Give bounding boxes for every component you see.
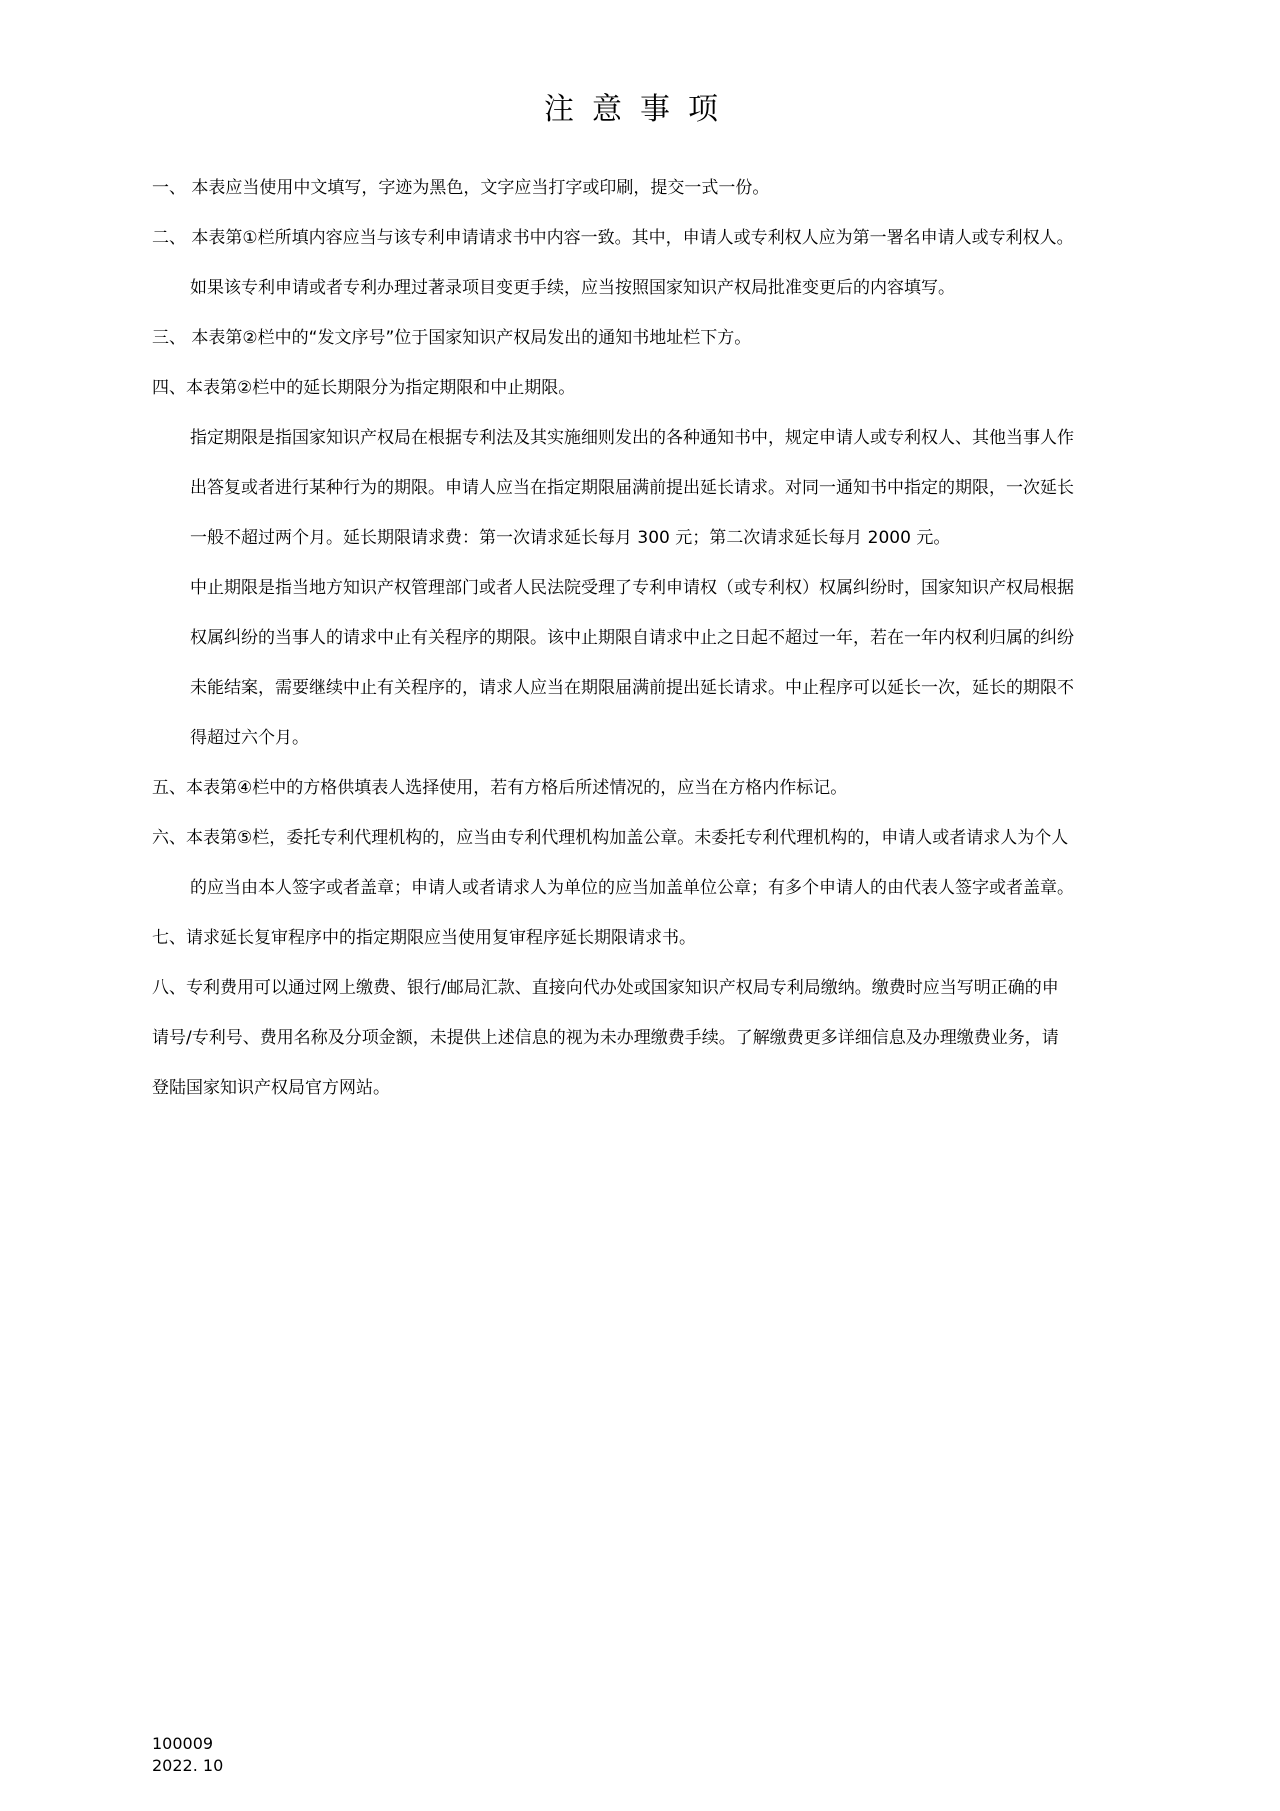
notice-item-2 <box>152 213 1192 263</box>
item-text: 登陆国家知识产权局官方网站。 <box>152 1078 390 1098</box>
item-text: 权属纠纷的当事人的请求中止有关程序的期限。该中止期限自请求中止之日起不超过一年，若在一年内权利归属的纠纷 <box>190 628 1074 648</box>
item-text: 一般不超过两个月。延长期限请求费：第一次请求延长每月 300 元；第二次请求延长每月 2000 元。 <box>190 528 951 548</box>
page-title: 注意事项 <box>544 92 736 127</box>
notice-item-8 <box>152 963 1192 1013</box>
notice-item-4 <box>152 363 1192 413</box>
notice-item-1 <box>152 163 1192 213</box>
item-text: 指定期限是指国家知识产权局在根据专利法及其实施细则发出的各种通知书中，规定申请人或专利权人、其他当事人作 <box>190 428 1074 448</box>
item-number: 五、 <box>152 778 186 798</box>
notice-item-5 <box>152 763 1192 813</box>
notice-item-6 <box>152 813 1192 863</box>
item-text: 出答复或者进行某种行为的期限。申请人应当在指定期限届满前提出延长请求。对同一通知书中指定的期限，一次延长 <box>190 478 1074 498</box>
item-text: 本表第②栏中的“发文序号”位于国家知识产权局发出的通知书地址栏下方。 <box>186 328 752 348</box>
item-text: 请求延长复审程序中的指定期限应当使用复审程序延长期限请求书。 <box>186 928 696 948</box>
item-text: 中止期限是指当地方知识产权管理部门或者人民法院受理了专利申请权（或专利权）权属纠纷时，国家知识产权局根据 <box>190 578 1074 598</box>
item-text: 本表第⑤栏，委托专利代理机构的，应当由专利代理机构加盖公章。未委托专利代理机构的，申请人或者请求人为个人 <box>186 828 1069 848</box>
item-text: 得超过六个月。 <box>190 728 309 748</box>
item-number: 六、 <box>152 828 186 848</box>
notice-item-4-line <box>152 463 1192 513</box>
notice-item-4-line <box>152 663 1192 713</box>
notice-content <box>152 163 1192 1113</box>
footer <box>152 1733 223 1777</box>
form-code: 100009 <box>152 1734 214 1753</box>
item-text: 本表第④栏中的方格供填表人选择使用，若有方格后所述情况的，应当在方格内作标记。 <box>186 778 848 798</box>
item-number: 四、 <box>152 378 186 398</box>
notice-item-4-line <box>152 513 1192 563</box>
item-text: 本表第②栏中的延长期限分为指定期限和中止期限。 <box>186 378 576 398</box>
item-text: 请号/专利号、费用名称及分项金额，未提供上述信息的视为未办理缴费手续。了解缴费更多详细信息及办理缴费业务，请 <box>152 1028 1059 1048</box>
item-text: 本表应当使用中文填写，字迹为黑色，文字应当打字或印刷，提交一式一份。 <box>186 178 770 198</box>
notice-item-4-line <box>152 613 1192 663</box>
notice-item-8-continuation <box>152 1013 1192 1063</box>
item-number: 一、 <box>152 178 186 198</box>
notice-item-4-line <box>152 563 1192 613</box>
item-text: 如果该专利申请或者专利办理过著录项目变更手续，应当按照国家知识产权局批准变更后的内容填写。 <box>190 278 955 298</box>
item-text: 专利费用可以通过网上缴费、银行/邮局汇款、直接向代办处或国家知识产权局专利局缴纳。缴费时应当写明正确的申 <box>186 978 1059 998</box>
item-text: 未能结案，需要继续中止有关程序的，请求人应当在期限届满前提出延长请求。中止程序可以延长一次，延长的期限不 <box>190 678 1074 698</box>
item-text: 的应当由本人签字或者盖章；申请人或者请求人为单位的应当加盖单位公章；有多个申请人的由代表人签字或者盖章。 <box>190 878 1074 898</box>
notice-item-2-continuation <box>152 263 1192 313</box>
item-number: 二、 <box>152 228 186 248</box>
notice-item-4-line <box>152 413 1192 463</box>
notice-item-4-line <box>152 713 1192 763</box>
notice-item-6-continuation <box>152 863 1192 913</box>
item-text: 本表第①栏所填内容应当与该专利申请请求书中内容一致。其中，申请人或专利权人应为第一署名申请人或专利权人。 <box>186 228 1074 248</box>
item-number: 三、 <box>152 328 186 348</box>
item-number: 七、 <box>152 928 186 948</box>
item-number: 八、 <box>152 978 186 998</box>
form-date: 2022. 10 <box>152 1756 224 1775</box>
notice-item-3 <box>152 313 1192 363</box>
notice-item-7 <box>152 913 1192 963</box>
notice-item-8-continuation <box>152 1063 1192 1113</box>
